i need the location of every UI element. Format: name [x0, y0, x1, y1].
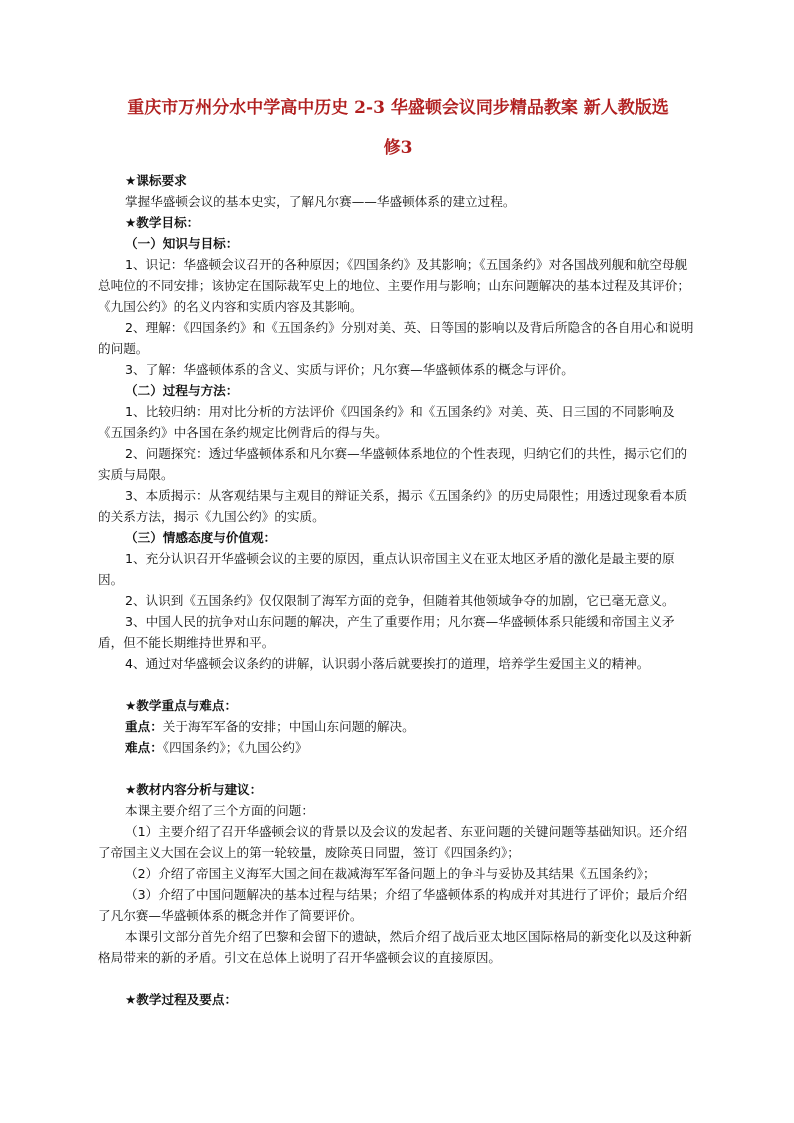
focus-line [98, 716, 698, 737]
objectives-heading: ★教学目标： [125, 215, 200, 230]
keypoints-heading: ★教学重点与难点： [125, 698, 238, 713]
document-body [98, 170, 698, 1010]
title-line-2: 修3 [383, 138, 413, 158]
standard-heading: ★课标要求 [125, 173, 187, 188]
process-item: 3、本质揭示：从客观结果与主观目的辩证关系，揭示《五国条约》的历史局限性；用透过现象看本质的关系方法，揭示《九国公约》的实质。 [98, 488, 688, 524]
document-page [98, 0, 698, 1010]
emotion-item: 2、认识到《五国条约》仅仅限制了海军方面的竞争，但随着其他领域争夺的加剧，它已毫无意义。 [125, 593, 675, 608]
knowledge-heading: （一）知识与目标： [125, 236, 239, 251]
standard-text: 掌握华盛顿会议的基本史实，了解凡尔赛——华盛顿体系的建立过程。 [125, 194, 516, 209]
analysis-item: （1）主要介绍了召开华盛顿会议的背景以及会议的发起者、东亚问题的关键问题等基础知识。还介绍了帝国主义大国在会议上的第一轮较量，废除英日同盟，签订《四国条约》； [98, 824, 688, 860]
analysis-note: 本课引文部分首先介绍了巴黎和会留下的遗缺，然后介绍了战后亚太地区国际格局的新变化以及这种新格局带来的新的矛盾。引文在总体上说明了召开华盛顿会议的直接原因。 [98, 929, 692, 965]
analysis-heading: ★教材内容分析与建议： [125, 782, 263, 797]
spacer [98, 674, 698, 695]
difficulty-label: 难点： [125, 740, 163, 755]
analysis-intro: 本课主要介绍了三个方面的问题： [125, 803, 314, 818]
focus-label: 重点： [125, 719, 163, 734]
spacer [98, 968, 698, 989]
analysis-item: （3）介绍了中国问题解决的基本过程与结果；介绍了华盛顿体系的构成并对其进行了评价；最后介绍了凡尔赛—华盛顿体系的概念并作了简要评价。 [98, 887, 688, 923]
process-main-heading: ★教学过程及要点： [125, 992, 238, 1007]
emotion-item: 3、中国人民的抗争对山东问题的解决，产生了重要作用；凡尔赛—华盛顿体系只能缓和帝国主义矛盾，但不能长期维持世界和平。 [98, 614, 675, 650]
spacer [98, 758, 698, 779]
process-item: 1、比较归纳：用对比分析的方法评价《四国条约》和《五国条约》对美、英、日三国的不同影响及《五国条约》中各国在条约规定比例背后的得与失。 [98, 404, 675, 440]
knowledge-item: 2、理解：《四国条约》和《五国条约》分别对美、英、日等国的影响以及背后所隐含的各自用心和说明的问题。 [98, 320, 694, 356]
difficulty-line [98, 737, 698, 758]
knowledge-item: 1、识记：华盛顿会议召开的各种原因；《四国条约》及其影响；《五国条约》对各国战列舰和航空母舰总吨位的不同安排；该协定在国际裁军史上的地位、主要作用与影响；山东问题解决的基本过程及其评价；《九国公约》的名义内容和实质内容及其影响。 [98, 257, 690, 314]
emotion-item: 4、通过对华盛顿会议条约的讲解，认识弱小落后就要挨打的道理，培养学生爱国主义的精神。 [125, 656, 650, 671]
process-item: 2、问题探究：透过华盛顿体系和凡尔赛—华盛顿体系地位的个性表现，归纳它们的共性，揭示它们的实质与局限。 [98, 446, 688, 482]
document-title [98, 88, 698, 168]
title-line-1: 重庆市万州分水中学高中历史 2-3 华盛顿会议同步精品教案 新人教版选 [127, 98, 669, 118]
analysis-item: （2）介绍了帝国主义海军大国之间在裁减海军军备问题上的争斗与妥协及其结果《五国条约》； [125, 866, 656, 881]
process-heading: （二）过程与方法： [125, 383, 239, 398]
focus-text: 关于海军军备的安排；中国山东问题的解决。 [162, 719, 415, 734]
emotion-heading: （三）情感态度与价值观： [125, 530, 277, 545]
emotion-item: 1、充分认识召开华盛顿会议的主要的原因，重点认识帝国主义在亚太地区矛盾的激化是最主要的原因。 [98, 551, 675, 587]
difficulty-text: 《四国条约》；《九国公约》 [162, 740, 308, 755]
knowledge-item: 3、了解：华盛顿体系的含义、实质与评价；凡尔赛—华盛顿体系的概念与评价。 [125, 362, 574, 377]
